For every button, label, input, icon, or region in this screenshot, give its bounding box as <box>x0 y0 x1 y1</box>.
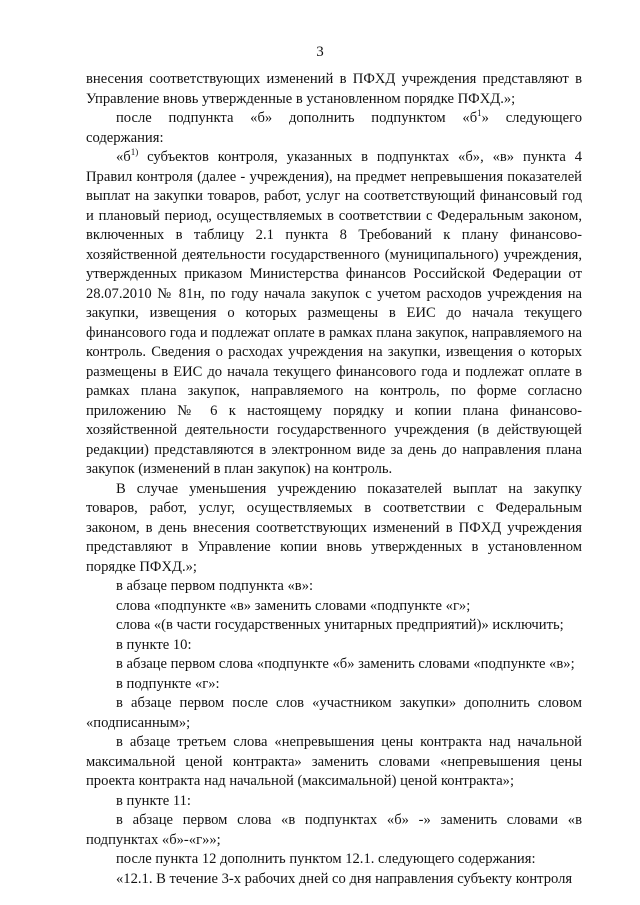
paragraph-10: в подпункте «г»: <box>116 675 220 692</box>
paragraph-4: В случае уменьшения учреждению показателей выплат на закупку товаров, работ, услуг, осуществляемых в соответствии с Федеральным законом, в день внесения соответствующих изменений в ПФХД учреждения представляют в Управление копии вновь утвержденных в установленном порядке ПФХД.»; <box>86 480 582 575</box>
paragraph-2: после подпункта «б» дополнить подпунктом «$б^1$» следующего содержания: <box>86 108 582 146</box>
paragraph-12: в абзаце третьем слова «непревышения цены контракта над начальной максимальной ценой контракта» заменить словами «непревышения цены проекта контракта над начальной (максимальной) ценой контракта»; <box>86 734 582 789</box>
page-number: 3 <box>316 44 324 60</box>
paragraph-1: внесения соответствующих изменений в ПФХД учреждения представляют в Управление вновь утвержденные в установленном порядке ПФХД.»; <box>86 71 582 107</box>
paragraph-11: в абзаце первом после слов «участником закупки» дополнить словом «подписанным»; <box>86 695 582 731</box>
paragraph-13: в пункте 11: <box>116 792 191 809</box>
paragraph-8: в пункте 10: <box>116 636 192 653</box>
paragraph-15: после пункта 12 дополнить пунктом 12.1. следующего содержания: <box>116 851 536 867</box>
paragraph-16: «12.1. В течение 3-х рабочих дней со дня направления субъекту контроля <box>116 870 573 887</box>
paragraph-14: в абзаце первом слова «в подпунктах «б» -» заменить словами «в подпунктах «б»-«г»»; <box>86 812 582 848</box>
document-body <box>86 70 582 889</box>
paragraph-3: «$б^{1)}$ субъектов контроля, указанных в подпунктах «б», «в» пункта 4 Правил контроля (далее - учреждения), на предмет непревышения показателей выплат на закупки товаров, работ, услуг на соответствующий финансовый год и плановый период, осуществляемых в соответствии с Федеральным законом, включенных в таблицу 2.1 пункта 8 Требований к плану финансово-хозяйственной деятельности государственного (муниципального) учреждения, утвержденных приказом Министерства финансов Российской Федерации от 28.07.2010 № 81н, по году начала закупок с учетом расходов учреждения на закупки, извещения о которых размещены в ЕИС до начала текущего финансового года и подлежат оплате в рамках плана закупок, направляемого на контроль. Сведения о расходах учреждения на закупки, извещения о которых размещены в ЕИС до начала текущего финансового года и подлежат оплате в рамках плана закупок, направляемого на контроль, по форме согласно приложению № 6 к настоящему порядку и копии плана финансово-хозяйственной деятельности государственного учреждения (в действующей редакции) представляются в электронном виде за день до направления плана закупок (изменений в план закупок) на контроль. <box>86 147 582 477</box>
paragraph-6: слова «подпункте «в» заменить словами «подпункте «г»; <box>116 597 471 614</box>
paragraph-7: слова «(в части государственных унитарных предприятий)» исключить; <box>116 617 564 633</box>
paragraph-9: в абзаце первом слова «подпункте «б» заменить словами «подпункте «в»; <box>116 656 575 672</box>
paragraph-5: в абзаце первом подпункта «в»: <box>116 578 314 594</box>
